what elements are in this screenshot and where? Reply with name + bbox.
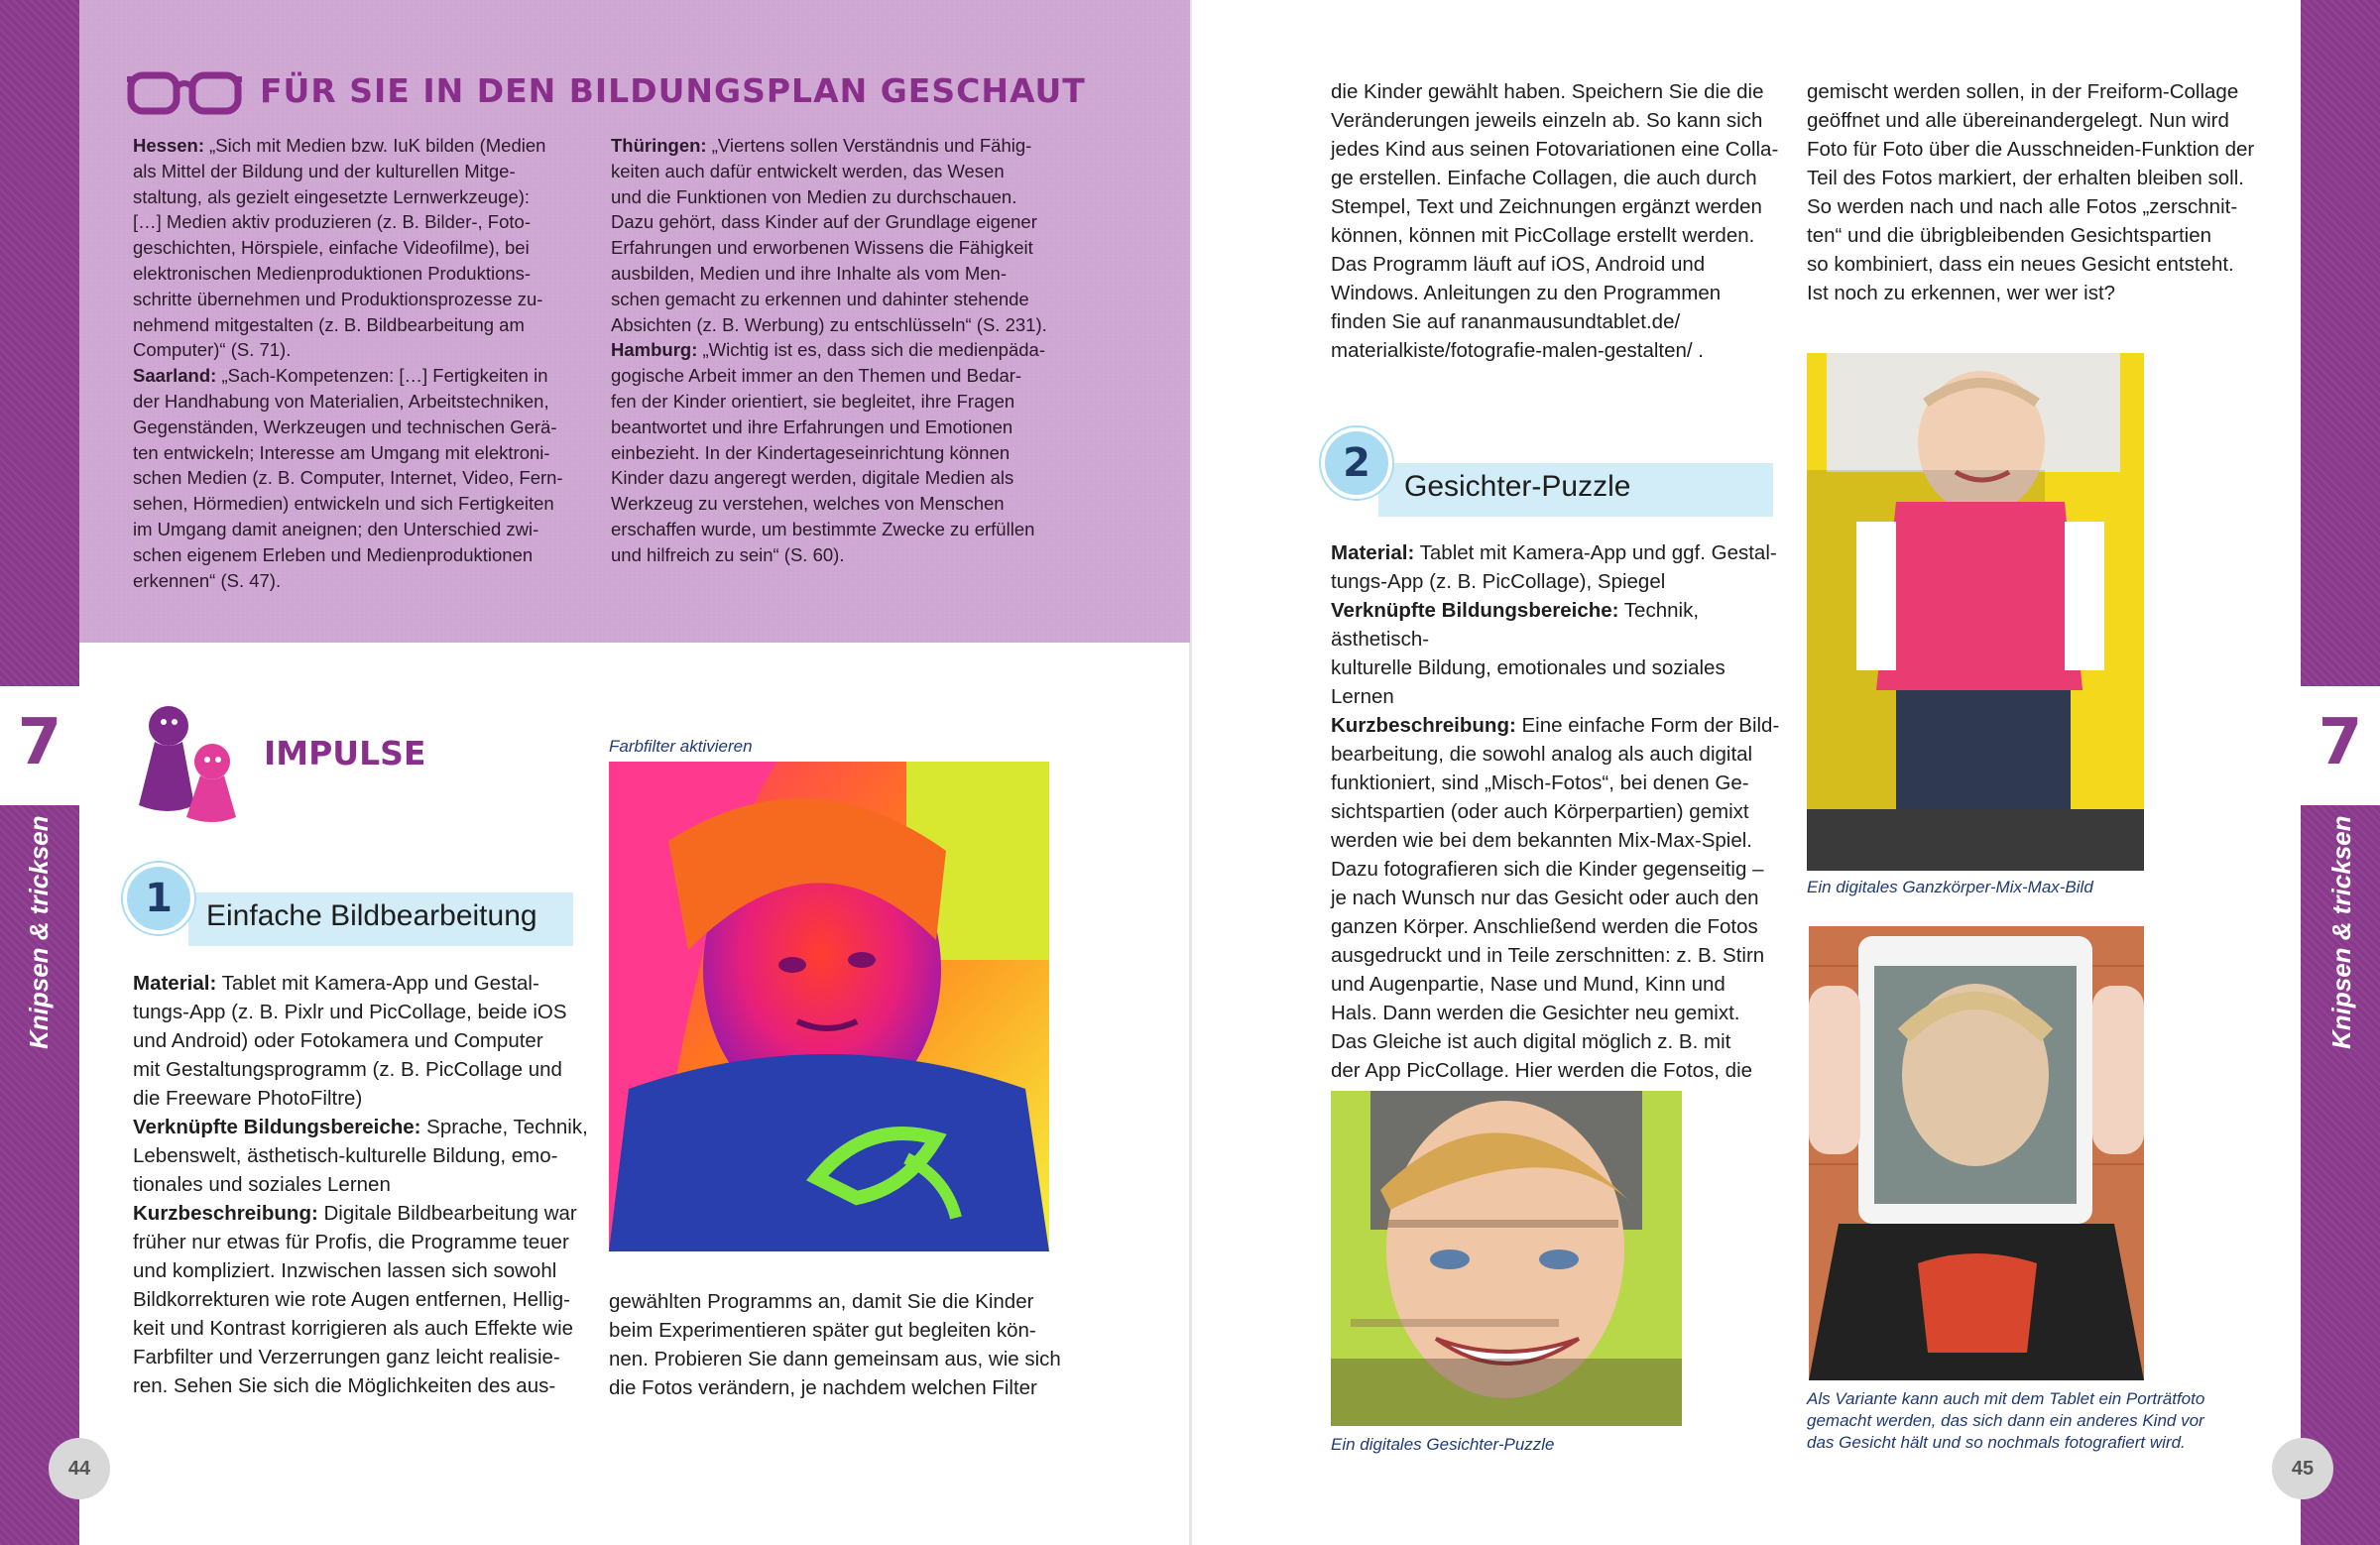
bildungsplan-line: keiten auch dafür entwickelt werden, das Wesen xyxy=(611,160,1005,181)
section-2-line: Lernen xyxy=(1331,685,1394,708)
bildungsplan-line: im Umgang damit aneignen; den Unterschied zwi- xyxy=(133,518,539,539)
section-1-line: gewählten Programms an, damit Sie die Kinder xyxy=(609,1290,1034,1313)
chapter-number-left: 7 xyxy=(17,706,62,779)
section-1-line: die Freeware PhotoFiltre) xyxy=(133,1087,363,1110)
section-2-number: 2 xyxy=(1321,427,1392,499)
face-puzzle-photo xyxy=(1331,1091,1682,1426)
right-column-2-line: Teil des Fotos markiert, der erhalten bleiben soll. xyxy=(1807,167,2244,189)
right-column-1-line: finden Sie auf rananmausundtablet.de/ xyxy=(1331,310,1681,333)
chapter-number-right: 7 xyxy=(2318,706,2363,779)
right-column-1-line: materialkiste/fotografie-malen-gestalten/ . xyxy=(1331,339,1705,362)
section-1-line: nen. Probieren Sie dann gemeinsam aus, wie sich xyxy=(609,1348,1061,1370)
section-1-line: früher nur etwas für Profis, die Programme teuer xyxy=(133,1231,569,1253)
bildungsplan-column-2 xyxy=(611,133,1072,568)
page-number-right: 45 xyxy=(2272,1438,2333,1499)
bildungsplan-line: Dazu gehört, dass Kinder auf der Grundlage eigener xyxy=(611,211,1037,233)
section-2-line: Dazu fotografieren sich die Kinder gegenseitig – xyxy=(1331,858,1764,881)
bildungsplan-line: elektronischen Medienproduktionen Produktions- xyxy=(133,262,532,284)
section-1-number: 1 xyxy=(123,863,194,934)
right-column-2-line: Foto für Foto über die Ausschneiden-Funktion der xyxy=(1807,138,2255,161)
right-column-1-line: Stempel, Text und Zeichnungen ergänzt werden xyxy=(1331,195,1762,218)
bildungsplan-line: erkennen“ (S. 47). xyxy=(133,569,282,591)
right-column-1-line: Windows. Anleitungen zu den Programmen xyxy=(1331,282,1722,304)
section-2-line: Kurzbeschreibung: Eine einfache Form der Bild- xyxy=(1331,714,1780,737)
bildungsplan-line: fen der Kinder orientiert, sie begleitet, ihre Fragen xyxy=(611,390,1015,412)
bildungsplan-line: beantwortet und ihre Erfahrungen und Emotionen xyxy=(611,416,1013,437)
filter-photo-caption: Farbfilter aktivieren xyxy=(609,737,753,756)
section-2-line: kulturelle Bildung, emotionales und soziales xyxy=(1331,656,1726,679)
bildungsplan-column-1 xyxy=(133,133,594,593)
bildungsplan-line: der Handhabung von Materialien, Arbeitstechniken, xyxy=(133,390,549,412)
section-2-line: Das Gleiche ist auch digital möglich z. B. mit xyxy=(1331,1030,1731,1053)
bildungsplan-line: gogische Arbeit immer an den Themen und Bedar- xyxy=(611,365,1022,387)
bildungsplan-line: erschaffen wurde, um bestimmte Zwecke zu erfüllen xyxy=(611,518,1035,539)
right-column-1-line: die Kinder gewählt haben. Speichern Sie die die xyxy=(1331,80,1764,103)
bildungsplan-line: schen eigenem Erleben und Medienproduktionen xyxy=(133,543,534,565)
bildungsplan-line: staltung, als gezielt eingesetzte Lernwerkzeuge): xyxy=(133,185,531,207)
section-2-line: bearbeitung, die sowohl analog als auch digital xyxy=(1331,743,1753,766)
section-2-line: Material: Tablet mit Kamera-App und ggf. Gestal- xyxy=(1331,541,1777,564)
tablet-portrait-caption xyxy=(1807,1388,2273,1454)
face-puzzle-caption: Ein digitales Gesichter-Puzzle xyxy=(1331,1435,1555,1454)
color-filter-photo xyxy=(609,762,1049,1251)
section-2-line: und Augenpartie, Nase und Mund, Kinn und xyxy=(1331,973,1726,996)
full-body-caption: Ein digitales Ganzkörper-Mix-Max-Bild xyxy=(1807,878,2093,896)
section-1-line: mit Gestaltungsprogramm (z. B. PicCollage und xyxy=(133,1058,562,1081)
right-column-1-line: Das Programm läuft auf iOS, Android und xyxy=(1331,253,1706,276)
tablet-portrait-caption-line: das Gesicht hält und so nochmals fotografiert wird. xyxy=(1807,1433,2186,1452)
tablet-portrait-caption-line: gemacht werden, das sich dann ein anderes Kind vor xyxy=(1807,1411,2204,1430)
bildungsplan-line: schen Medien (z. B. Computer, Internet, Video, Fern- xyxy=(133,467,563,489)
section-1-body xyxy=(133,969,589,1400)
chapter-title-right: Knipsen & tricksen xyxy=(2326,815,2356,1049)
section-1-line: und kompliziert. Inzwischen lassen sich sowohl xyxy=(133,1259,557,1282)
right-column-2-text xyxy=(1807,77,2273,307)
bildungsplan-line: Thüringen: „Viertens sollen Verständnis und Fähig- xyxy=(611,135,1032,156)
page-number-left: 44 xyxy=(49,1438,110,1499)
section-1-line: und Android) oder Fotokamera und Computer xyxy=(133,1029,543,1052)
section-2-line: ganzen Körper. Anschließend werden die Fotos xyxy=(1331,915,1758,938)
section-1-body-continued xyxy=(609,1287,1065,1402)
game-pieces-icon xyxy=(131,700,246,823)
impulse-title: IMPULSE xyxy=(264,734,426,772)
tablet-portrait-caption-line: Als Variante kann auch mit dem Tablet ein Porträtfoto xyxy=(1807,1389,2205,1408)
section-2-line: funktioniert, sind „Misch-Fotos“, bei denen Ge- xyxy=(1331,772,1749,794)
section-1-line: Bildkorrekturen wie rote Augen entfernen, Hellig- xyxy=(133,1288,570,1311)
section-1-line: tungs-App (z. B. Pixlr und PicCollage, beide iOS xyxy=(133,1001,567,1023)
bildungsplan-line: Hessen: „Sich mit Medien bzw. IuK bilden (Medien xyxy=(133,135,546,156)
bildungsplan-line: und die Funktionen von Medien zu durchschauen. xyxy=(611,185,1017,207)
bildungsplan-line: ausbilden, Medien und ihre Inhalte als vom Men- xyxy=(611,262,1008,284)
bildungsplan-line: Erfahrungen und erworbenen Wissens die Fähigkeit xyxy=(611,237,1033,259)
section-2-line: tungs-App (z. B. PicCollage), Spiegel xyxy=(1331,570,1666,593)
right-column-2-line: ten“ und die übrigbleibenden Gesichtspartien xyxy=(1807,224,2211,247)
section-1-title: Einfache Bildbearbeitung xyxy=(206,899,537,932)
tablet-portrait-photo xyxy=(1809,926,2144,1380)
bildungsplan-line: nehmend mitgestalten (z. B. Bildbearbeitung am xyxy=(133,313,525,335)
section-1-line: ren. Sehen Sie sich die Möglichkeiten des aus- xyxy=(133,1374,556,1397)
bildungsplan-line: Werkzeug zu verstehen, welches von Menschen xyxy=(611,493,1005,515)
section-2-body xyxy=(1331,538,1787,1085)
section-1-line: beim Experimentieren später gut begleiten kön- xyxy=(609,1319,1036,1342)
chapter-title-left: Knipsen & tricksen xyxy=(24,815,54,1049)
section-1-line: die Fotos verändern, je nachdem welchen Filter xyxy=(609,1376,1037,1399)
right-column-2-line: So werden nach und nach alle Fotos „zerschnit- xyxy=(1807,195,2238,218)
section-1-line: Lebenswelt, ästhetisch-kulturelle Bildung, emo- xyxy=(133,1144,558,1167)
right-column-1-line: Veränderungen jeweils einzeln ab. So kann sich xyxy=(1331,109,1763,132)
section-2-line: Verknüpfte Bildungsbereiche: Technik, ästhetisch- xyxy=(1331,599,1700,651)
bildungsplan-line: geschichten, Hörspiele, einfache Videofilme), bei xyxy=(133,237,530,259)
right-column-2-line: geöffnet und alle übereinandergelegt. Nun wird xyxy=(1807,109,2229,132)
right-column-2-line: so kombiniert, dass ein neues Gesicht entsteht. xyxy=(1807,253,2234,276)
bildungsplan-line: schritte übernehmen und Produktionsprozesse zu- xyxy=(133,288,543,309)
bildungsplan-line: Absichten (z. B. Werbung) zu entschlüsseln“ (S. 231). xyxy=(611,313,1047,335)
section-1-line: Farbfilter und Verzerrungen ganz leicht realisie- xyxy=(133,1346,560,1368)
bildungsplan-line: und hilfreich zu sein“ (S. 60). xyxy=(611,543,845,565)
section-2-line: ausgedruckt und in Teile zerschnitten: z. B. Stirn xyxy=(1331,944,1765,967)
bildungsplan-line: als Mittel der Bildung und der kulturellen Mitge- xyxy=(133,160,516,181)
right-column-1-text xyxy=(1331,77,1787,365)
section-1-line: keit und Kontrast korrigieren als auch Effekte wie xyxy=(133,1317,574,1340)
bildungsplan-line: Saarland: „Sach-Kompetenzen: […] Fertigkeiten in xyxy=(133,365,548,387)
section-1-line: Material: Tablet mit Kamera-App und Gestal- xyxy=(133,972,539,995)
bildungsplan-line: Gegenständen, Werkzeugen und technischen Gerä- xyxy=(133,416,557,437)
bildungsplan-line: ten entwickeln; Interesse am Umgang mit elektroni- xyxy=(133,441,550,463)
full-body-mix-photo xyxy=(1807,353,2144,871)
section-1-line: Verknüpfte Bildungsbereiche: Sprache, Technik, xyxy=(133,1116,588,1138)
right-column-1-line: können, können mit PicCollage erstellt werden. xyxy=(1331,224,1755,247)
bildungsplan-line: einbezieht. In der Kindertageseinrichtung können xyxy=(611,441,1011,463)
glasses-icon xyxy=(125,69,244,119)
section-1-line: tionales und soziales Lernen xyxy=(133,1173,391,1196)
bildungsplan-line: schen gemacht zu erkennen und dahinter stehende xyxy=(611,288,1029,309)
section-2-line: der App PicCollage. Hier werden die Fotos, die xyxy=(1331,1059,1753,1082)
section-2-line: sichtspartien (oder auch Körperpartien) gemixt xyxy=(1331,800,1749,823)
right-column-2-line: gemischt werden sollen, in der Freiform-Collage xyxy=(1807,80,2239,103)
right-column-1-line: jedes Kind aus seinen Fotovariationen eine Colla- xyxy=(1331,138,1779,161)
section-2-line: je nach Wunsch nur das Gesicht oder auch den xyxy=(1331,887,1759,909)
section-2-line: werden wie bei dem bekannten Mix-Max-Spiel. xyxy=(1331,829,1753,852)
bildungsplan-title: FÜR SIE IN DEN BILDUNGSPLAN GESCHAUT xyxy=(260,71,1086,110)
bildungsplan-line: sehen, Hörmedien) entwickeln und sich Fertigkeiten xyxy=(133,493,554,515)
section-1-line: Kurzbeschreibung: Digitale Bildbearbeitung war xyxy=(133,1202,577,1225)
section-2-title: Gesichter-Puzzle xyxy=(1404,470,1631,503)
bildungsplan-line: Computer)“ (S. 71). xyxy=(133,339,292,361)
section-2-line: Hals. Dann werden die Gesichter neu gemixt. xyxy=(1331,1002,1740,1024)
bildungsplan-line: Hamburg: „Wichtig ist es, dass sich die medienpäda- xyxy=(611,339,1045,361)
right-column-2-line: Ist noch zu erkennen, wer wer ist? xyxy=(1807,282,2116,304)
bildungsplan-line: Kinder dazu angeregt werden, digitale Medien als xyxy=(611,467,1014,489)
right-column-1-line: ge erstellen. Einfache Collagen, die auch durch xyxy=(1331,167,1757,189)
bildungsplan-line: […] Medien aktiv produzieren (z. B. Bilder-, Foto- xyxy=(133,211,531,233)
